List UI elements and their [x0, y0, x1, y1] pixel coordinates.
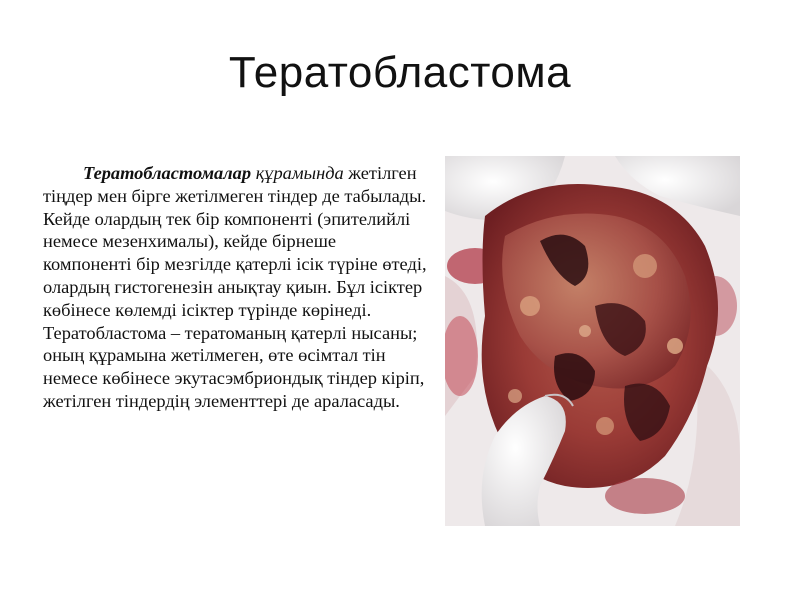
specimen-photo-drawing	[445, 156, 740, 526]
slide-title: Тератобластома	[228, 48, 572, 97]
specimen-photo	[445, 156, 740, 526]
body-paragraph	[43, 162, 428, 413]
lead-term-italic: құрамында	[255, 163, 344, 183]
lead-term-bold: Тератобластомалар	[83, 163, 252, 183]
body-text-content: жетілген тіңдер мен бірге жетілмеген тіндер де табылады. Кейде олардың тек бір компоненті (эпителийлі немесе мезенхималы), кейде бірнеше компоненті бір мезгілде қатерлі ісік түріне өтеді, олардың гистогенезін анықтау қиын. Бұл ісіктер көбінесе көлемді ісіктер түрінде көрінеді. Тератобластома – тератоманың қатерлі нысаны; оның құрамына жетілмеген, өте өсімтал тін немесе көбінесе экутасэмбриондық тіндер кіріп, жетілген тіндердің элементтері де араласады.	[43, 163, 427, 411]
